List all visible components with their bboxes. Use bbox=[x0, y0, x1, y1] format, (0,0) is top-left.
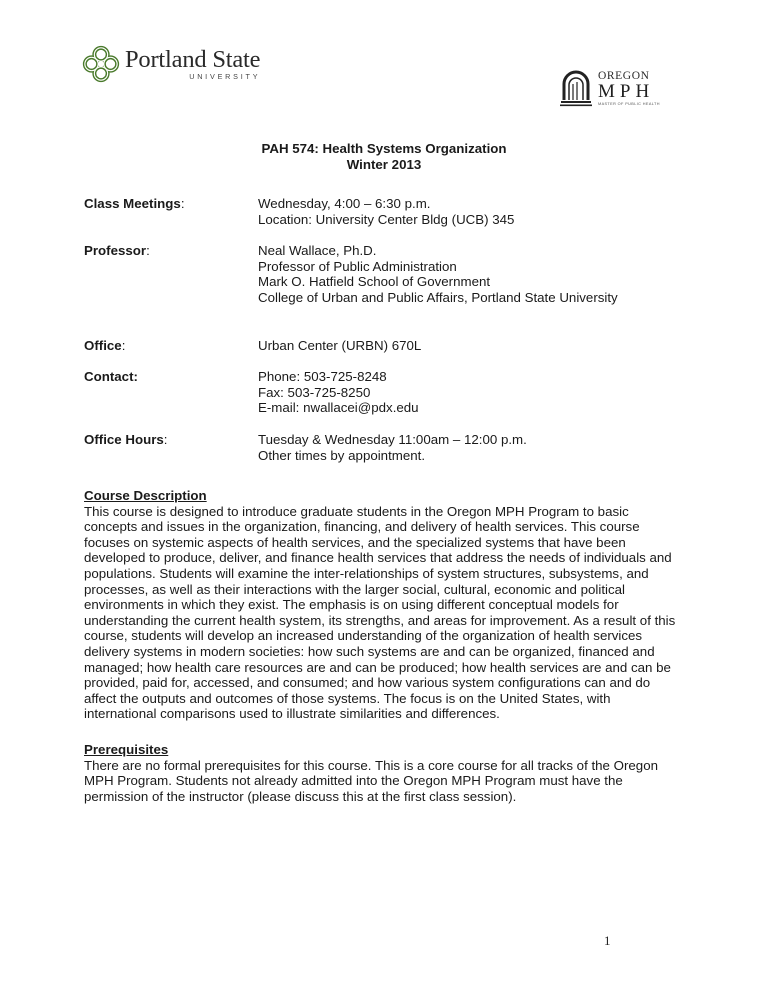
text-line: understanding the current health system, its strengths, and areas for improvement. As a result of this bbox=[84, 612, 676, 628]
info-value: Location: University Center Bldg (UCB) 345 bbox=[258, 211, 515, 227]
portland-state-logo bbox=[82, 42, 260, 86]
info-value: Phone: 503-725-8248 bbox=[258, 369, 387, 384]
arch-icon bbox=[560, 70, 592, 107]
page-number: 1 bbox=[604, 933, 611, 948]
info-office: Office: Urban Center (URBN) 670L bbox=[84, 338, 704, 354]
psu-logo-subtitle: UNIVERSITY bbox=[189, 72, 261, 81]
text-line: processes, as well as their interactions with the larger social, cultural, economic and political bbox=[84, 581, 625, 597]
text-line: managed; how health care resources are and can be produced; how health services are and can be bbox=[84, 659, 671, 675]
text-line: MPH Program. Students not already admitted into the Oregon MPH Program must have the bbox=[84, 773, 623, 789]
info-value: Wednesday, 4:00 – 6:30 p.m. bbox=[258, 196, 431, 211]
mph-logo-subtitle: MASTER OF PUBLIC HEALTH bbox=[598, 102, 660, 106]
text-line: affect the outputs and outcomes of those systems. The focus is on the United States, with bbox=[84, 690, 611, 706]
info-contact bbox=[84, 369, 704, 416]
info-value: Urban Center (URBN) 670L bbox=[258, 338, 422, 353]
info-value: Professor of Public Administration bbox=[258, 258, 457, 274]
psu-knot-icon bbox=[82, 45, 120, 83]
info-label: Class Meetings bbox=[84, 196, 181, 211]
psu-logo-name: Portland State bbox=[125, 46, 261, 73]
section-heading: Prerequisites bbox=[84, 742, 169, 757]
mph-logo-oregon: OREGON bbox=[598, 70, 650, 82]
info-value: Fax: 503-725-8250 bbox=[258, 384, 371, 400]
info-office-hours: Office Hours: Tuesday & Wednesday 11:00am – 12:00 p.m. Other times by appointment. bbox=[84, 432, 704, 463]
info-value: Neal Wallace, Ph.D. bbox=[258, 243, 377, 258]
text-line: There are no formal prerequisites for this course. This is a core course for all tracks of the Oregon bbox=[84, 757, 658, 773]
text-line: international comparisons used to illustrate similarities and differences. bbox=[84, 706, 500, 722]
info-value: Mark O. Hatfield School of Government bbox=[258, 274, 491, 290]
text-line: developed to produce, deliver, and finance health services that address the needs of individuals and bbox=[84, 550, 672, 566]
term: Winter 2013 bbox=[346, 156, 422, 172]
section-body bbox=[84, 758, 704, 805]
text-line: This course is designed to introduce graduate students in the Oregon MPH Program to basic bbox=[84, 503, 629, 519]
info-value: Tuesday & Wednesday 11:00am – 12:00 p.m. bbox=[258, 432, 527, 447]
info-class-meetings: Class Meetings: Wednesday, 4:00 – 6:30 p.m. Location: University Center Bldg (UCB) 345 bbox=[84, 196, 704, 227]
info-label: Office bbox=[84, 338, 122, 353]
info-label: Professor bbox=[84, 243, 147, 258]
email-address: E-mail: nwallacei@pdx.edu bbox=[258, 400, 419, 416]
text-line: environments in which they exist. The emphasis is on using different conceptual models for bbox=[84, 597, 619, 613]
prerequisites-section bbox=[84, 742, 704, 804]
oregon-mph-logo bbox=[560, 70, 660, 110]
text-line: focuses on systemic aspects of health services, and the specialized systems that have been bbox=[84, 534, 626, 550]
mph-logo-mph: MPH bbox=[598, 81, 655, 102]
course-title: PAH 574: Health Systems Organization bbox=[261, 141, 507, 156]
text-line: concepts and issues in the organization, financing, and delivery of health services. This course bbox=[84, 519, 640, 535]
info-label: Office Hours bbox=[84, 432, 164, 447]
section-body bbox=[84, 504, 704, 722]
text-line: permission of the instructor (please discuss this at the first class session). bbox=[84, 788, 517, 804]
info-label: Contact: bbox=[84, 369, 138, 384]
text-line: course, students will develop an increased understanding of the organization of health services bbox=[84, 628, 643, 644]
course-description-section bbox=[84, 488, 704, 722]
document-title bbox=[0, 141, 768, 172]
info-professor: Professor: Neal Wallace, Ph.D. Professor of Public Administration Mark O. Hatfield School of Government College of Urban and Public Affairs, Portland State University bbox=[84, 243, 704, 305]
info-value: College of Urban and Public Affairs, Portland State University bbox=[258, 289, 618, 305]
info-value: Other times by appointment. bbox=[258, 447, 426, 463]
section-heading: Course Description bbox=[84, 488, 207, 503]
text-line: provided, paid for, accessed, and consumed; and how various system configurations can and do bbox=[84, 675, 651, 691]
text-line: delivery systems in modern societies: how such systems are and can be organized, financed and bbox=[84, 643, 655, 659]
text-line: populations. Students will examine the inter-relationships of system structures, subsystems, and bbox=[84, 565, 649, 581]
